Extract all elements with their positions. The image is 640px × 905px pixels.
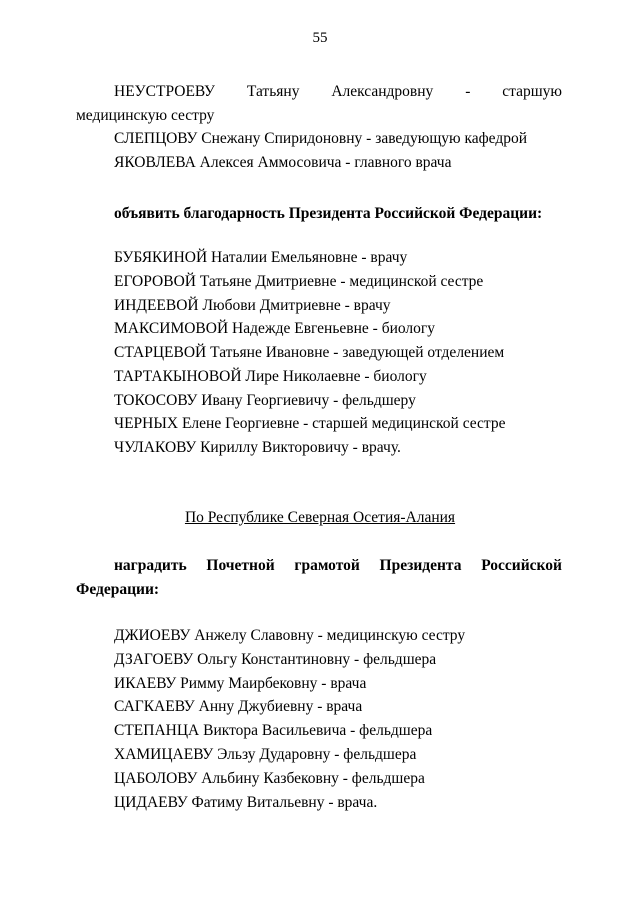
list-item: СТЕПАНЦА Виктора Васильевича - фельдшера — [114, 722, 433, 739]
award-heading-line — [114, 556, 562, 576]
word: наградить — [114, 557, 187, 574]
word: Александровну — [331, 83, 434, 100]
list-item: ЕГОРОВОЙ Татьяне Дмитриевне - медицинской сестре — [114, 273, 484, 290]
list-item: ДЖИОЕВУ Анжелу Славовну - медицинскую сестру — [114, 627, 466, 644]
word: НЕУСТРОЕВУ — [114, 83, 215, 100]
word: - — [465, 83, 471, 100]
list-item: ХАМИЦАЕВУ Эльзу Дударовну - фельдшера — [114, 746, 417, 763]
word: Президента — [379, 557, 462, 574]
list-item: ЧУЛАКОВУ Кириллу Викторовичу - врачу. — [114, 439, 401, 456]
page-number: 55 — [312, 30, 328, 46]
list-item: ЦИДАЕВУ Фатиму Витальевну - врача. — [114, 794, 378, 811]
list-item: БУБЯКИНОЙ Наталии Емельяновне - врачу — [114, 249, 408, 266]
list-item: ИКАЕВУ Римму Маирбековну - врача — [114, 675, 367, 692]
list-item: ТАРТАКЫНОВОЙ Лире Николаевне - биологу — [114, 368, 427, 385]
award-heading-continuation: Федерации: — [76, 581, 160, 598]
region-heading: По Республике Северная Осетия-Алания — [184, 509, 456, 526]
list-item: СЛЕПЦОВУ Снежану Спиридоновну - заведующую кафедрой — [114, 130, 528, 147]
list-item: ИНДЕЕВОЙ Любови Дмитриевне - врачу — [114, 297, 391, 314]
first-entry-continuation: медицинскую сестру — [76, 107, 215, 124]
word: Почетной — [206, 557, 275, 574]
first-entry-line — [114, 82, 562, 102]
list-item: ЧЕРНЫХ Елене Георгиевне - старшей медицинской сестре — [114, 415, 506, 432]
gratitude-heading: объявить благодарность Президента Российской Федерации: — [114, 205, 543, 222]
list-item: ДЗАГОЕВУ Ольгу Константиновну - фельдшера — [114, 651, 437, 668]
list-item: МАКСИМОВОЙ Надежде Евгеньевне - биологу — [114, 320, 436, 337]
list-item: ЦАБОЛОВУ Альбину Казбековну - фельдшера — [114, 770, 425, 787]
word: старшую — [502, 83, 562, 100]
list-item: СТАРЦЕВОЙ Татьяне Ивановне - заведующей отделением — [114, 344, 505, 361]
list-item: САГКАЕВУ Анну Джубиевну - врача — [114, 698, 363, 715]
word: Татьяну — [246, 83, 300, 100]
word: грамотой — [294, 557, 360, 574]
word: Российской — [481, 557, 562, 574]
list-item: ТОКОСОВУ Ивану Георгиевичу - фельдшеру — [114, 392, 416, 409]
list-item: ЯКОВЛЕВА Алексея Аммосовича - главного врача — [114, 154, 452, 171]
